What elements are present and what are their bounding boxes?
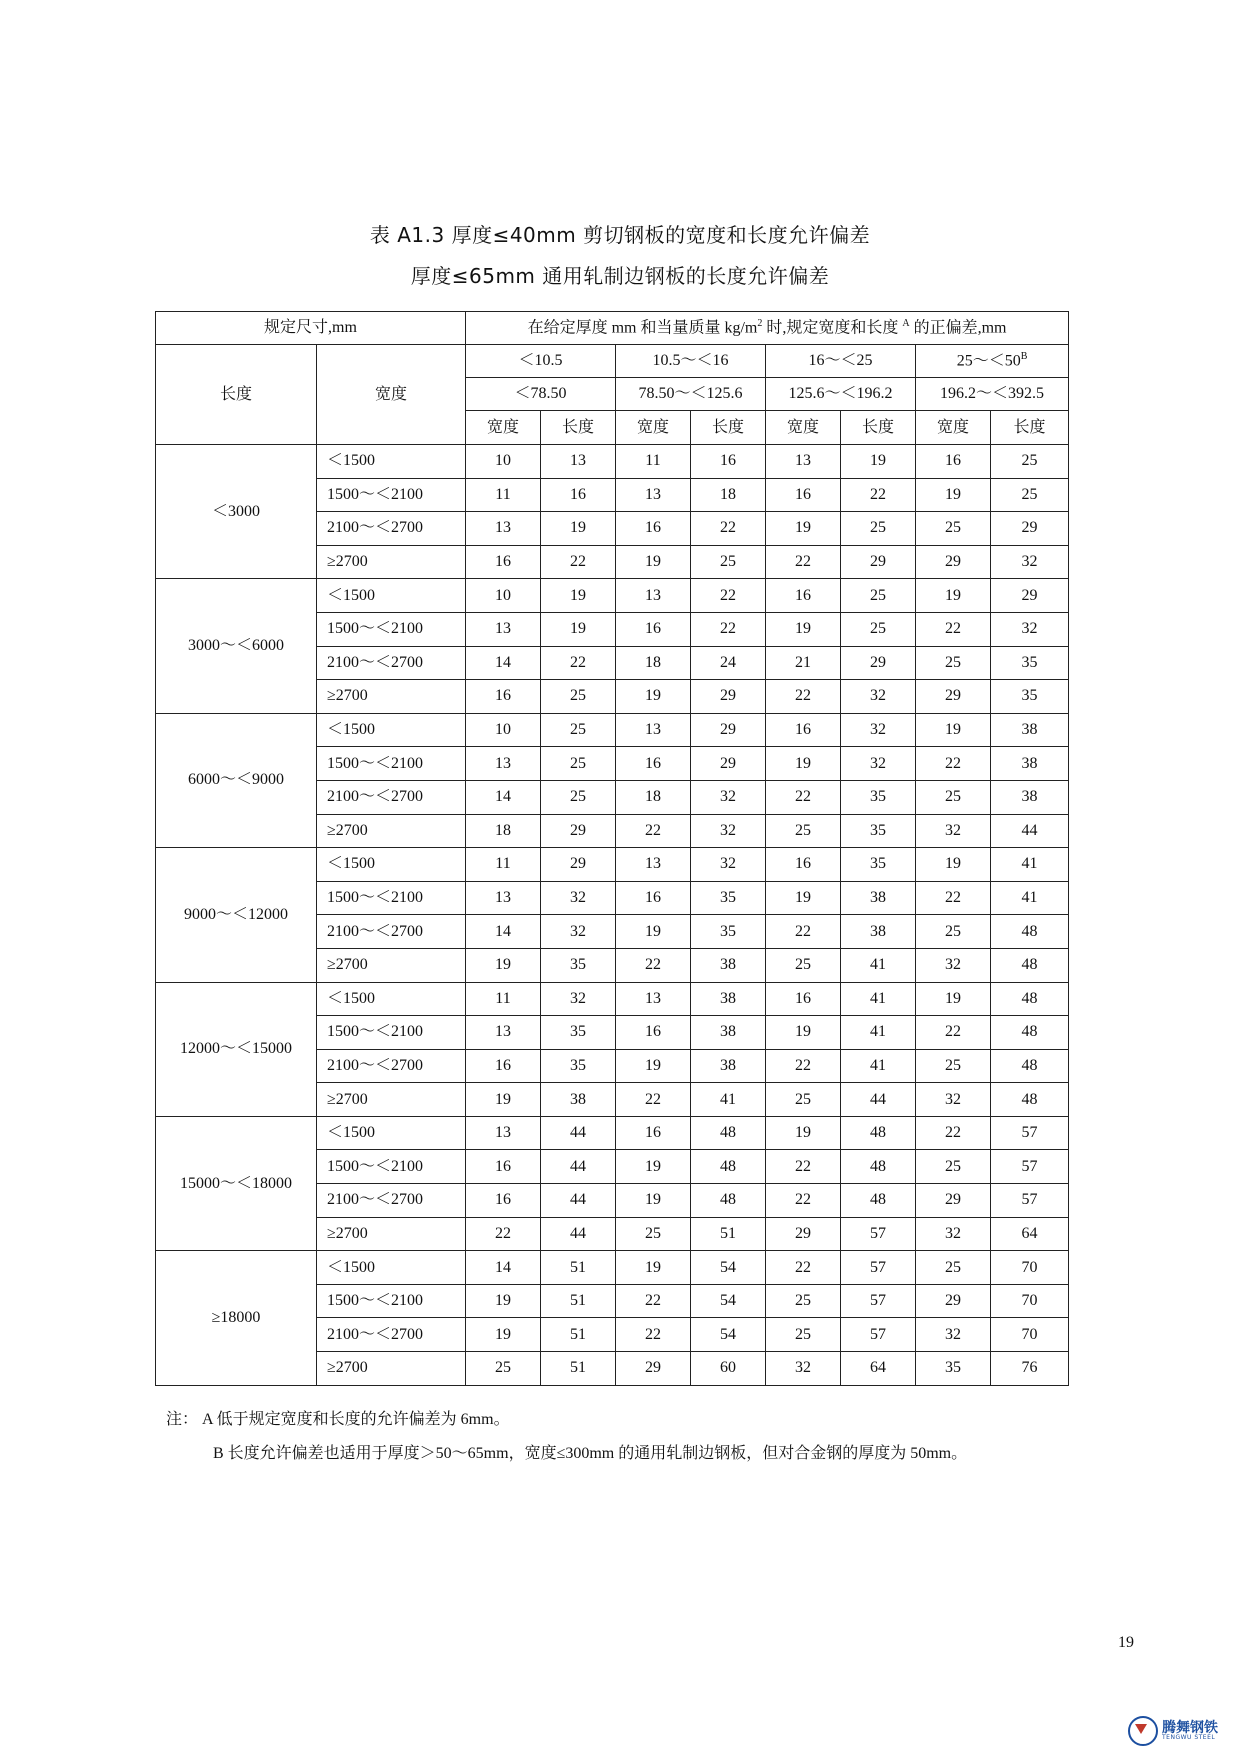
deviation-value-cell: 51 (541, 1251, 616, 1285)
deviation-value-cell: 29 (916, 1284, 991, 1318)
deviation-value-cell: 41 (841, 948, 916, 982)
deviation-value-cell: 29 (691, 747, 766, 781)
deviation-value-cell: 60 (691, 1352, 766, 1386)
logo-en-text: TENGWU STEEL (1162, 1734, 1216, 1741)
deviation-value-cell: 25 (916, 1251, 991, 1285)
sub-header-length: 长度 (691, 411, 766, 445)
width-range-cell: 2100～＜2700 (317, 1049, 466, 1083)
deviation-value-cell: 13 (466, 512, 541, 546)
deviation-value-cell: 32 (916, 1083, 991, 1117)
deviation-value-cell: 16 (541, 478, 616, 512)
width-range-cell: 1500～＜2100 (317, 612, 466, 646)
table-row (156, 1251, 1069, 1285)
deviation-value-cell: 48 (991, 982, 1069, 1016)
deviation-value-cell: 22 (916, 881, 991, 915)
deviation-value-cell: 32 (766, 1352, 841, 1386)
deviation-value-cell: 19 (541, 512, 616, 546)
deviation-value-cell: 22 (766, 1049, 841, 1083)
deviation-value-cell: 16 (466, 1150, 541, 1184)
deviation-value-cell: 64 (841, 1352, 916, 1386)
width-range-cell: 1500～＜2100 (317, 881, 466, 915)
deviation-value-cell: 19 (616, 1184, 691, 1218)
length-range-cell: 9000～＜12000 (156, 848, 317, 982)
deviation-value-cell: 16 (691, 445, 766, 479)
deviation-value-cell: 16 (466, 1049, 541, 1083)
sub-header-width: 宽度 (766, 411, 841, 445)
deviation-value-cell: 13 (766, 445, 841, 479)
deviation-value-cell: 25 (916, 1049, 991, 1083)
deviation-value-cell: 16 (466, 1184, 541, 1218)
width-range-cell: 2100～＜2700 (317, 780, 466, 814)
deviation-value-cell: 25 (466, 1352, 541, 1386)
deviation-value-cell: 32 (691, 780, 766, 814)
deviation-value-cell: 32 (916, 948, 991, 982)
deviation-value-cell: 35 (991, 646, 1069, 680)
width-range-cell: 1500～＜2100 (317, 1150, 466, 1184)
deviation-value-cell: 41 (991, 881, 1069, 915)
deviation-value-cell: 29 (991, 512, 1069, 546)
deviation-value-cell: 22 (916, 612, 991, 646)
deviation-value-cell: 44 (541, 1150, 616, 1184)
deviation-value-cell: 29 (916, 1184, 991, 1218)
width-range-cell: ≥2700 (317, 1352, 466, 1386)
deviation-value-cell: 19 (616, 1251, 691, 1285)
table-title-line1: 表 A1.3 厚度≤40mm 剪切钢板的宽度和长度允许偏差 (369, 223, 871, 247)
deviation-value-cell: 51 (541, 1284, 616, 1318)
deviation-value-cell: 21 (766, 646, 841, 680)
deviation-value-cell: 19 (466, 1284, 541, 1318)
width-range-cell: ＜1500 (317, 713, 466, 747)
deviation-value-cell: 18 (691, 478, 766, 512)
deviation-value-cell: 57 (841, 1217, 916, 1251)
deviation-value-cell: 48 (991, 915, 1069, 949)
deviation-value-cell: 19 (766, 612, 841, 646)
table-row (156, 982, 1069, 1016)
length-range-cell: 12000～＜15000 (156, 982, 317, 1116)
deviation-value-cell: 22 (766, 680, 841, 714)
deviation-value-cell: 11 (466, 982, 541, 1016)
deviation-value-cell: 19 (916, 848, 991, 882)
logo-cn-text: 腾舞钢铁 (1162, 1720, 1218, 1736)
deviation-value-cell: 16 (616, 881, 691, 915)
deviation-value-cell: 25 (841, 579, 916, 613)
deviation-value-cell: 25 (916, 780, 991, 814)
mass-range: 125.6～＜196.2 (766, 378, 916, 411)
table-row (156, 445, 1069, 479)
deviation-value-cell: 25 (766, 948, 841, 982)
deviation-value-cell: 35 (691, 881, 766, 915)
deviation-table (155, 311, 1069, 1386)
deviation-value-cell: 22 (616, 1284, 691, 1318)
deviation-value-cell: 38 (691, 982, 766, 1016)
deviation-value-cell: 38 (841, 881, 916, 915)
deviation-value-cell: 64 (991, 1217, 1069, 1251)
deviation-value-cell: 19 (541, 579, 616, 613)
width-range-cell: 2100～＜2700 (317, 915, 466, 949)
deviation-value-cell: 16 (616, 612, 691, 646)
deviation-value-cell: 25 (916, 512, 991, 546)
deviation-value-cell: 25 (541, 713, 616, 747)
thickness-range: $25\sim<50^B$ (916, 345, 1069, 378)
deviation-value-cell: 19 (916, 982, 991, 1016)
deviation-value-cell: 16 (616, 512, 691, 546)
sub-header-length: 长度 (841, 411, 916, 445)
note-a: 注： A 低于规定宽度和长度的允许偏差为 6mm。 (166, 1411, 510, 1428)
deviation-value-cell: 57 (841, 1318, 916, 1352)
deviation-value-cell: 11 (466, 478, 541, 512)
deviation-value-cell: 16 (766, 982, 841, 1016)
deviation-value-cell: 18 (466, 814, 541, 848)
deviation-value-cell: 38 (991, 780, 1069, 814)
deviation-value-cell: 38 (691, 1049, 766, 1083)
deviation-value-cell: 48 (991, 1049, 1069, 1083)
deviation-value-cell: 29 (691, 680, 766, 714)
sub-header-width: 宽度 (466, 411, 541, 445)
width-range-cell: 1500～＜2100 (317, 747, 466, 781)
deviation-value-cell: 48 (991, 1016, 1069, 1050)
deviation-value-cell: 44 (541, 1184, 616, 1218)
width-range-cell: ≥2700 (317, 1217, 466, 1251)
deviation-value-cell: 32 (691, 848, 766, 882)
width-range-cell: 2100～＜2700 (317, 1184, 466, 1218)
sub-header-width: 宽度 (616, 411, 691, 445)
deviation-value-cell: 16 (616, 1116, 691, 1150)
width-range-cell: ＜1500 (317, 1116, 466, 1150)
deviation-value-cell: 32 (691, 814, 766, 848)
deviation-value-cell: 25 (841, 612, 916, 646)
deviation-value-cell: 22 (541, 646, 616, 680)
length-range-cell: ＜3000 (156, 445, 317, 579)
deviation-value-cell: 38 (691, 1016, 766, 1050)
deviation-value-cell: 13 (466, 612, 541, 646)
deviation-value-cell: 25 (541, 680, 616, 714)
deviation-value-cell: 29 (541, 814, 616, 848)
deviation-value-cell: 54 (691, 1318, 766, 1352)
table-row (156, 1116, 1069, 1150)
deviation-value-cell: 38 (991, 713, 1069, 747)
deviation-value-cell: 22 (766, 915, 841, 949)
deviation-value-cell: 29 (766, 1217, 841, 1251)
thickness-range: 16～＜25 (766, 345, 916, 378)
sub-header-length: 长度 (541, 411, 616, 445)
note-b: B 长度允许偏差也适用于厚度＞50～65mm，宽度≤300mm 的通用轧制边钢板，但对合金钢的厚度为 50mm。 (213, 1445, 968, 1462)
deviation-value-cell: 16 (616, 747, 691, 781)
deviation-value-cell: 22 (541, 545, 616, 579)
deviation-value-cell: 22 (766, 1251, 841, 1285)
deviation-value-cell: 10 (466, 579, 541, 613)
deviation-value-cell: 22 (691, 512, 766, 546)
deviation-value-cell: 25 (916, 915, 991, 949)
width-range-cell: 1500～＜2100 (317, 1016, 466, 1050)
deviation-value-cell: 25 (541, 747, 616, 781)
deviation-value-cell: 38 (691, 948, 766, 982)
page-number: 19 (1118, 1634, 1134, 1651)
deviation-value-cell: 16 (766, 478, 841, 512)
deviation-value-cell: 29 (916, 680, 991, 714)
deviation-value-cell: 14 (466, 780, 541, 814)
mass-range: 196.2～＜392.5 (916, 378, 1069, 411)
deviation-value-cell: 35 (991, 680, 1069, 714)
deviation-value-cell: 16 (466, 545, 541, 579)
deviation-value-cell: 25 (541, 780, 616, 814)
deviation-value-cell: 51 (541, 1318, 616, 1352)
deviation-value-cell: 35 (841, 780, 916, 814)
logo-icon (1128, 1716, 1158, 1746)
deviation-value-cell: 22 (766, 1150, 841, 1184)
deviation-value-cell: 13 (616, 848, 691, 882)
deviation-value-cell: 48 (841, 1150, 916, 1184)
deviation-value-cell: 19 (616, 680, 691, 714)
deviation-value-cell: 13 (466, 881, 541, 915)
deviation-value-cell: 22 (916, 1016, 991, 1050)
deviation-value-cell: 29 (991, 579, 1069, 613)
table-title-line2: 厚度≤65mm 通用轧制边钢板的长度允许偏差 (410, 264, 830, 288)
deviation-value-cell: 29 (841, 646, 916, 680)
deviation-value-cell: 13 (616, 713, 691, 747)
deviation-value-cell: 10 (466, 445, 541, 479)
deviation-value-cell: 22 (616, 948, 691, 982)
width-range-cell: 1500～＜2100 (317, 1284, 466, 1318)
deviation-value-cell: 19 (916, 478, 991, 512)
deviation-value-cell: 32 (991, 545, 1069, 579)
deviation-value-cell: 51 (691, 1217, 766, 1251)
deviation-value-cell: 57 (991, 1116, 1069, 1150)
deviation-value-cell: 13 (616, 579, 691, 613)
deviation-value-cell: 35 (541, 1049, 616, 1083)
deviation-value-cell: 22 (466, 1217, 541, 1251)
deviation-value-cell: 22 (841, 478, 916, 512)
deviation-value-cell: 32 (541, 881, 616, 915)
deviation-value-cell: 35 (691, 915, 766, 949)
table-row (156, 579, 1069, 613)
deviation-value-cell: 19 (466, 948, 541, 982)
spec-size-header: 规定尺寸,mm (156, 312, 466, 345)
deviation-value-cell: 48 (991, 1083, 1069, 1117)
deviation-value-cell: 41 (841, 982, 916, 1016)
deviation-value-cell: 14 (466, 646, 541, 680)
deviation-value-cell: 32 (841, 713, 916, 747)
deviation-value-cell: 38 (991, 747, 1069, 781)
deviation-value-cell: 22 (916, 1116, 991, 1150)
deviation-value-cell: 70 (991, 1284, 1069, 1318)
deviation-value-cell: 16 (916, 445, 991, 479)
width-range-cell: 2100～＜2700 (317, 646, 466, 680)
deviation-value-cell: 19 (766, 747, 841, 781)
deviation-value-cell: 70 (991, 1251, 1069, 1285)
deviation-value-cell: 38 (541, 1083, 616, 1117)
deviation-value-cell: 25 (916, 1150, 991, 1184)
deviation-value-cell: 19 (541, 612, 616, 646)
deviation-value-cell: 19 (841, 445, 916, 479)
deviation-value-cell: 29 (916, 545, 991, 579)
deviation-value-cell: 48 (841, 1116, 916, 1150)
deviation-value-cell: 19 (616, 915, 691, 949)
deviation-value-cell: 44 (991, 814, 1069, 848)
deviation-value-cell: 41 (841, 1049, 916, 1083)
deviation-value-cell: 25 (766, 814, 841, 848)
deviation-value-cell: 16 (466, 680, 541, 714)
width-range-cell: ＜1500 (317, 982, 466, 1016)
deviation-value-cell: 35 (541, 1016, 616, 1050)
deviation-value-cell: 22 (766, 545, 841, 579)
width-range-cell: ≥2700 (317, 948, 466, 982)
deviation-value-cell: 25 (766, 1083, 841, 1117)
deviation-value-cell: 48 (991, 948, 1069, 982)
company-logo (1128, 1716, 1218, 1746)
deviation-value-cell: 76 (991, 1352, 1069, 1386)
deviation-value-cell: 19 (616, 1150, 691, 1184)
deviation-value-cell: 13 (616, 478, 691, 512)
deviation-value-cell: 51 (541, 1352, 616, 1386)
deviation-value-cell: 32 (916, 1318, 991, 1352)
width-range-cell: ＜1500 (317, 848, 466, 882)
deviation-value-cell: 57 (841, 1284, 916, 1318)
deviation-value-cell: 25 (991, 478, 1069, 512)
thickness-range: 10.5～＜16 (616, 345, 766, 378)
deviation-value-cell: 54 (691, 1284, 766, 1318)
deviation-value-cell: 19 (766, 1116, 841, 1150)
deviation-value-cell: 44 (541, 1217, 616, 1251)
deviation-value-cell: 22 (691, 612, 766, 646)
deviation-value-cell: 32 (916, 814, 991, 848)
deviation-value-cell: 57 (991, 1184, 1069, 1218)
deviation-value-cell: 22 (691, 579, 766, 613)
deviation-value-cell: 44 (541, 1116, 616, 1150)
length-range-cell: 3000～＜6000 (156, 579, 317, 713)
sub-header-width: 宽度 (916, 411, 991, 445)
deviation-value-cell: 22 (766, 780, 841, 814)
deviation-value-cell: 18 (616, 780, 691, 814)
deviation-value-cell: 19 (916, 579, 991, 613)
deviation-value-cell: 70 (991, 1318, 1069, 1352)
width-range-cell: ＜1500 (317, 445, 466, 479)
deviation-value-cell: 25 (991, 445, 1069, 479)
length-header: 长度 (156, 345, 317, 445)
deviation-value-cell: 16 (766, 579, 841, 613)
deviation-value-cell: 22 (916, 747, 991, 781)
width-range-cell: ≥2700 (317, 1083, 466, 1117)
deviation-value-cell: 35 (841, 814, 916, 848)
deviation-value-cell: 32 (541, 982, 616, 1016)
deviation-value-cell: 25 (916, 646, 991, 680)
width-header: 宽度 (317, 345, 466, 445)
deviation-value-cell: 24 (691, 646, 766, 680)
mass-range: 78.50～＜125.6 (616, 378, 766, 411)
deviation-value-cell: 38 (841, 915, 916, 949)
deviation-value-cell: 19 (466, 1318, 541, 1352)
sub-header-length: 长度 (991, 411, 1069, 445)
deviation-value-cell: 25 (616, 1217, 691, 1251)
deviation-value-cell: 35 (916, 1352, 991, 1386)
deviation-value-cell: 25 (841, 512, 916, 546)
table-row (156, 848, 1069, 882)
deviation-value-cell: 48 (691, 1116, 766, 1150)
mass-range: ＜78.50 (466, 378, 616, 411)
deviation-value-cell: 10 (466, 713, 541, 747)
deviation-value-cell: 18 (616, 646, 691, 680)
width-range-cell: ≥2700 (317, 680, 466, 714)
thickness-range: ＜10.5 (466, 345, 616, 378)
deviation-value-cell: 57 (841, 1251, 916, 1285)
deviation-value-cell: 16 (766, 848, 841, 882)
deviation-value-cell: 16 (616, 1016, 691, 1050)
deviation-value-cell: 22 (616, 1083, 691, 1117)
deviation-value-cell: 11 (616, 445, 691, 479)
deviation-value-cell: 41 (691, 1083, 766, 1117)
deviation-value-cell: 32 (991, 612, 1069, 646)
deviation-value-cell: 48 (841, 1184, 916, 1218)
length-range-cell: ≥18000 (156, 1251, 317, 1385)
deviation-value-cell: 25 (766, 1318, 841, 1352)
deviation-value-cell: 16 (766, 713, 841, 747)
deviation-value-cell: 19 (766, 1016, 841, 1050)
width-range-cell: 2100～＜2700 (317, 512, 466, 546)
deviation-header: 在给定厚度 mm 和当量质量 $kg/m^2$ 时,规定宽度和长度 $^A$ 的正偏差,mm (466, 312, 1069, 345)
deviation-value-cell: 44 (841, 1083, 916, 1117)
deviation-value-cell: 13 (466, 747, 541, 781)
deviation-value-cell: 19 (766, 512, 841, 546)
deviation-value-cell: 29 (691, 713, 766, 747)
deviation-value-cell: 41 (841, 1016, 916, 1050)
deviation-value-cell: 29 (541, 848, 616, 882)
width-range-cell: ≥2700 (317, 545, 466, 579)
width-range-cell: ≥2700 (317, 814, 466, 848)
width-range-cell: 1500～＜2100 (317, 478, 466, 512)
width-range-cell: ＜1500 (317, 1251, 466, 1285)
deviation-value-cell: 25 (766, 1284, 841, 1318)
deviation-value-cell: 13 (466, 1116, 541, 1150)
deviation-value-cell: 22 (616, 1318, 691, 1352)
deviation-value-cell: 32 (916, 1217, 991, 1251)
deviation-value-cell: 54 (691, 1251, 766, 1285)
deviation-value-cell: 19 (616, 545, 691, 579)
deviation-value-cell: 25 (691, 545, 766, 579)
deviation-value-cell: 19 (916, 713, 991, 747)
deviation-value-cell: 48 (691, 1184, 766, 1218)
deviation-value-cell: 32 (841, 747, 916, 781)
deviation-value-cell: 14 (466, 915, 541, 949)
deviation-value-cell: 19 (766, 881, 841, 915)
deviation-value-cell: 22 (766, 1184, 841, 1218)
deviation-value-cell: 14 (466, 1251, 541, 1285)
deviation-value-cell: 35 (841, 848, 916, 882)
deviation-value-cell: 22 (616, 814, 691, 848)
deviation-value-cell: 13 (541, 445, 616, 479)
deviation-value-cell: 29 (841, 545, 916, 579)
deviation-value-cell: 19 (616, 1049, 691, 1083)
width-range-cell: ＜1500 (317, 579, 466, 613)
deviation-value-cell: 35 (541, 948, 616, 982)
deviation-value-cell: 29 (616, 1352, 691, 1386)
deviation-value-cell: 48 (691, 1150, 766, 1184)
length-range-cell: 6000～＜9000 (156, 713, 317, 847)
deviation-value-cell: 57 (991, 1150, 1069, 1184)
deviation-value-cell: 32 (541, 915, 616, 949)
deviation-value-cell: 13 (616, 982, 691, 1016)
length-range-cell: 15000～＜18000 (156, 1116, 317, 1250)
deviation-value-cell: 11 (466, 848, 541, 882)
deviation-value-cell: 13 (466, 1016, 541, 1050)
deviation-value-cell: 19 (466, 1083, 541, 1117)
deviation-value-cell: 41 (991, 848, 1069, 882)
deviation-value-cell: 32 (841, 680, 916, 714)
width-range-cell: 2100～＜2700 (317, 1318, 466, 1352)
table-row (156, 713, 1069, 747)
